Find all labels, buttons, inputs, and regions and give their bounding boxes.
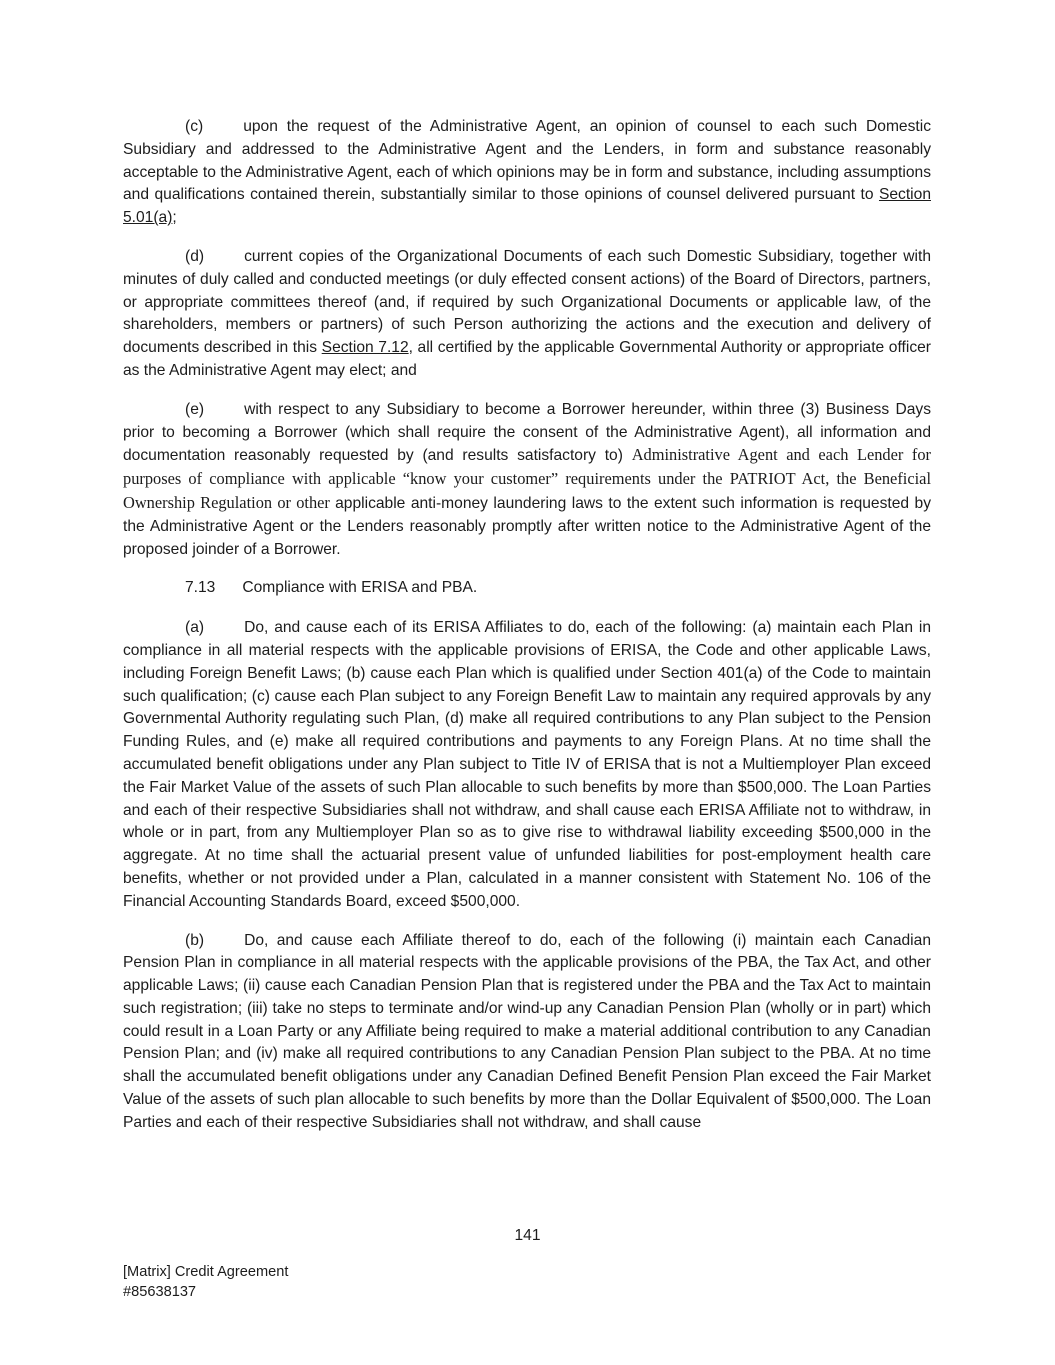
paragraph-marker: (a) [185, 619, 205, 637]
footer-doc-id: #85638137 [123, 1284, 197, 1300]
section-number: 7.13 [185, 579, 216, 597]
section-reference: Section 7.12 [321, 339, 409, 357]
text-segment: Administrative Agent and each Lender for purposes of compliance with applicable “know your customer” requirements under the PATRIOT Act, the Beneficial Ownership Regulation or other [123, 445, 931, 512]
text-segment: applicable anti-money laundering laws to the extent such information is requested by the Administrative Agent or the Lenders reasonably promptly after written notice to the Administrative Agent of the proposed joinder of a Borrower. [123, 494, 931, 558]
paragraph-b [123, 930, 931, 1135]
document-body [123, 116, 931, 1151]
paragraph-e [123, 399, 931, 562]
text-segment: Do, and cause each of its ERISA Affiliates to do, each of the following: (a) maintain each Plan in compliance in all material respects with the applicable provisions of ERISA, the Code and other applicable Laws, including Foreign Benefit Laws; (b) cause each Plan which is qualified under Section 401(a) of the Code to maintain such qualification; (c) cause each Plan subject to any Foreign Benefit Law to maintain any required approvals by any Governmental Authority regulating such Plan, (d) make all required contributions to any Plan subject to the Pension Funding Rules, and (e) make all required contributions and payments to any Foreign Plans. At no time shall the accumulated benefit obligations under any Plan subject to Title IV of ERISA that is not a Multiemployer Plan exceed the Fair Market Value of the assets of such Plan allocable to such benefits by more than $500,000. The Loan Parties and each of their respective Subsidiaries shall not withdraw, and shall cause each ERISA Affiliate not to withdraw, in whole or in part, from any Multiemployer Plan so as to give rise to withdrawal liability exceeding $500,000 in the aggregate. At no time shall the actuarial present value of unfunded liabilities for post-employment health care benefits, whether or not provided under a Plan, calculated in a manner consistent with Statement No. 106 of the Financial Accounting Standards Board, exceed $500,000. [123, 619, 931, 910]
paragraph-marker: (d) [185, 247, 205, 265]
paragraph-marker: (e) [185, 400, 205, 418]
text-segment: with respect to any Subsidiary to become a Borrower hereunder, within three (3) Business Days prior to becoming a Borrower (which shall require the consent of the Administrative Agent), all information and documentation reasonably requested by (and results satisfactory to) [123, 400, 931, 465]
paragraph-a [123, 617, 931, 913]
paragraph-c [123, 116, 931, 230]
text-segment: ; [172, 209, 177, 227]
section-reference: Section 5.01(a) [123, 186, 931, 227]
text-segment: , all certified by the applicable Governmental Authority or appropriate officer as the Administrative Agent may elect; and [123, 339, 931, 379]
paragraph-marker: (b) [185, 931, 205, 949]
paragraph-marker: (c) [185, 118, 204, 135]
text-segment: upon the request of the Administrative Agent, an opinion of counsel to each such Domestic Subsidiary and addressed to the Administrative Agent and the Lenders, in form and substance reasonably acceptable to the Administrative Agent, each of which opinions may be in form and substance, including assumptions and qualifications contained therein, substantially similar to those opinions of counsel delivered pursuant to [123, 118, 931, 204]
text-segment: Do, and cause each Affiliate thereof to do, each of the following (i) maintain each Canadian Pension Plan in compliance in all material respects with the applicable provisions of the PBA, the Tax Act, and other applicable Laws; (ii) cause each Canadian Pension Plan that is registered under the PBA and the Tax Act to maintain such registration; (iii) take no steps to terminate and/or wind-up any Canadian Pension Plan (wholly or in part) which could result in a Loan Party or any Affiliate being required to make a material additional contribution to any Canadian Pension Plan; and (iv) make all required contributions to any Canadian Pension Plan subject to the PBA. At no time shall the accumulated benefit obligations under any Canadian Defined Benefit Pension Plan exceed the Fair Market Value of the assets of such plan allocable to such benefits by more than the Dollar Equivalent of $500,000. The Loan Parties and each of their respective Subsidiaries shall not withdraw, and shall cause [123, 931, 931, 1131]
footer-doc-title: [Matrix] Credit Agreement [123, 1264, 289, 1280]
paragraph-d [123, 246, 931, 383]
text-segment: current copies of the Organizational Documents of each such Domestic Subsidiary, together with minutes of duly called and conducted meetings (or duly effected consent actions) of the Board of Directors, partners, or appropriate committees thereof (and, if required by such Organizational Documents or applicable law, of the shareholders, members or partners) of such Person authorizing the actions and the execution and delivery of documents described in this [123, 247, 931, 357]
document-footer [123, 1262, 288, 1302]
section-heading-7-13 [123, 577, 931, 600]
page-number: 141 [514, 1227, 541, 1244]
text-segment: Compliance with ERISA and PBA. [242, 579, 478, 597]
